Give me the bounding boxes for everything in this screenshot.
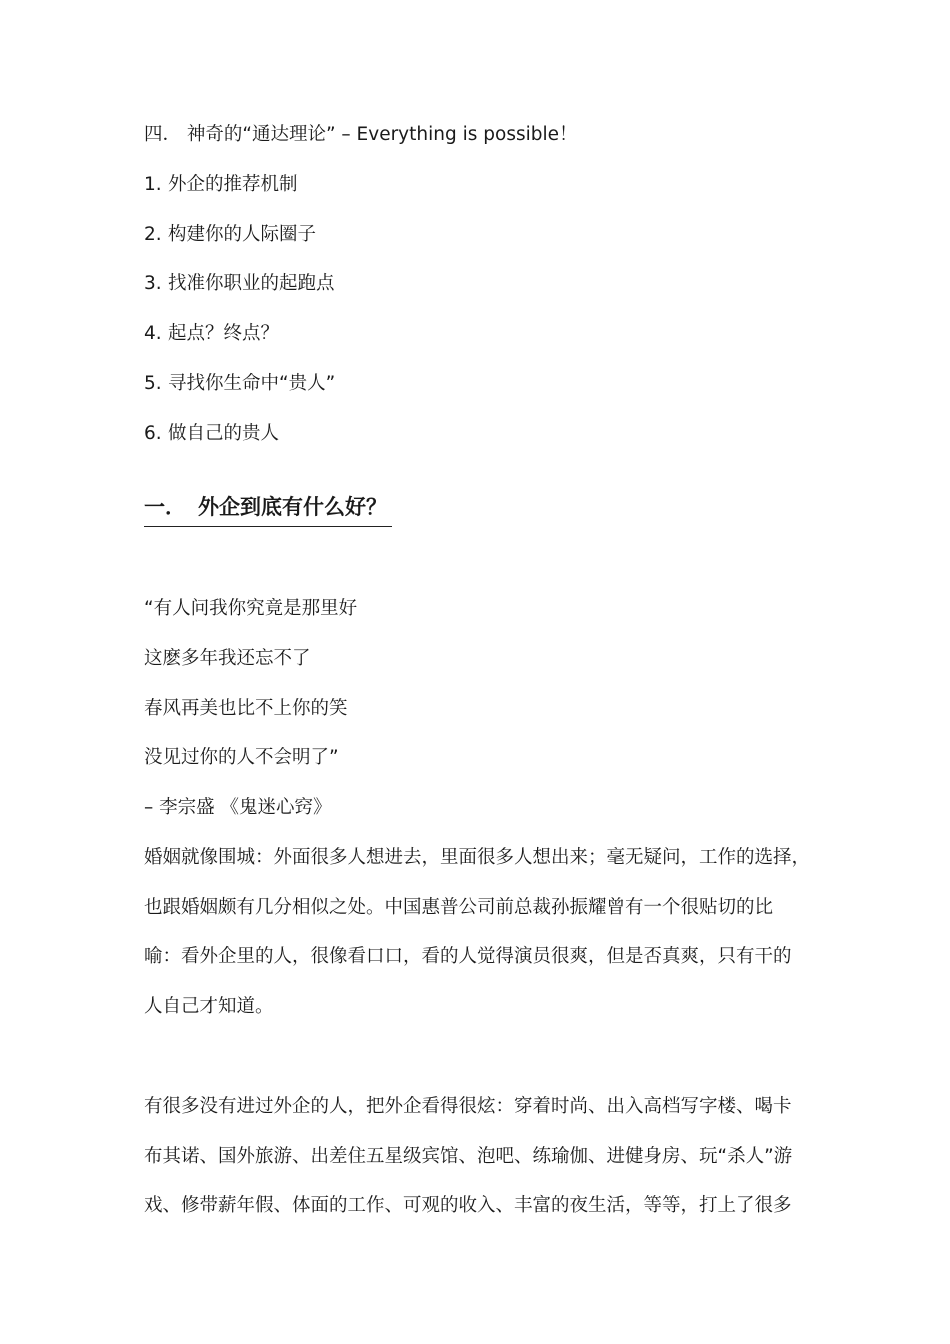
paragraph-line: 婚姻就像围城：外面很多人想进去，里面很多人想出来；毫无疑问，工作的选择， [144, 847, 811, 868]
toc-item-text: 外企的推荐机制 [168, 174, 298, 195]
toc-item-number: 6. [144, 423, 162, 444]
section-heading-number: 一． [144, 495, 186, 519]
toc-item-text: 寻找你生命中“贵人” [168, 373, 336, 394]
toc-item [144, 422, 279, 446]
toc-item-number: 3. [144, 273, 162, 294]
toc-item-number: 2. [144, 224, 162, 245]
paragraph-line: 喻：看外企里的人，很像看口口，看的人觉得演员很爽，但是否真爽，只有干的 [144, 946, 792, 967]
paragraph-line: 有很多没有进过外企的人，把外企看得很炫：穿着时尚、出入高档写字楼、喝卡 [144, 1096, 792, 1117]
toc-item-text: 做自己的贵人 [168, 423, 280, 444]
toc-section-title: 四． 神奇的“通达理论” – Everything is possible！ [144, 124, 578, 145]
toc-item-number: 1. [144, 174, 162, 195]
toc-item [144, 272, 335, 296]
lyric-line: 没见过你的人不会明了” [144, 747, 339, 768]
toc-item-number: 5. [144, 373, 162, 394]
toc-item [144, 322, 279, 346]
toc-item [144, 223, 316, 247]
paragraph-line: 戏、修带薪年假、体面的工作、可观的收入、丰富的夜生活，等等，打上了很多 [144, 1195, 792, 1216]
toc-item-text: 构建你的人际圈子 [168, 224, 317, 245]
paragraph-line: 人自己才知道。 [144, 996, 274, 1017]
lyric-attribution: – 李宗盛 《鬼迷心窍》 [144, 797, 332, 818]
section-heading [144, 494, 392, 527]
toc-item-number: 4. [144, 323, 162, 344]
lyric-line: 春风再美也比不上你的笑 [144, 698, 348, 719]
paragraph-line: 布其诺、国外旅游、出差住五星级宾馆、泡吧、练瑜伽、进健身房、玩“杀人”游 [144, 1146, 793, 1167]
toc-item [144, 173, 298, 197]
toc-item-text: 起点？终点？ [168, 323, 280, 344]
lyric-line: 这麽多年我还忘不了 [144, 648, 311, 669]
toc-item-text: 找准你职业的起跑点 [168, 273, 335, 294]
lyric-line: “有人问我你究竟是那里好 [144, 598, 358, 619]
section-heading-title: 外企到底有什么好？ [198, 495, 387, 519]
paragraph-line: 也跟婚姻颇有几分相似之处。中国惠普公司前总裁孙振耀曾有一个很贴切的比 [144, 897, 774, 918]
toc-item [144, 372, 335, 396]
